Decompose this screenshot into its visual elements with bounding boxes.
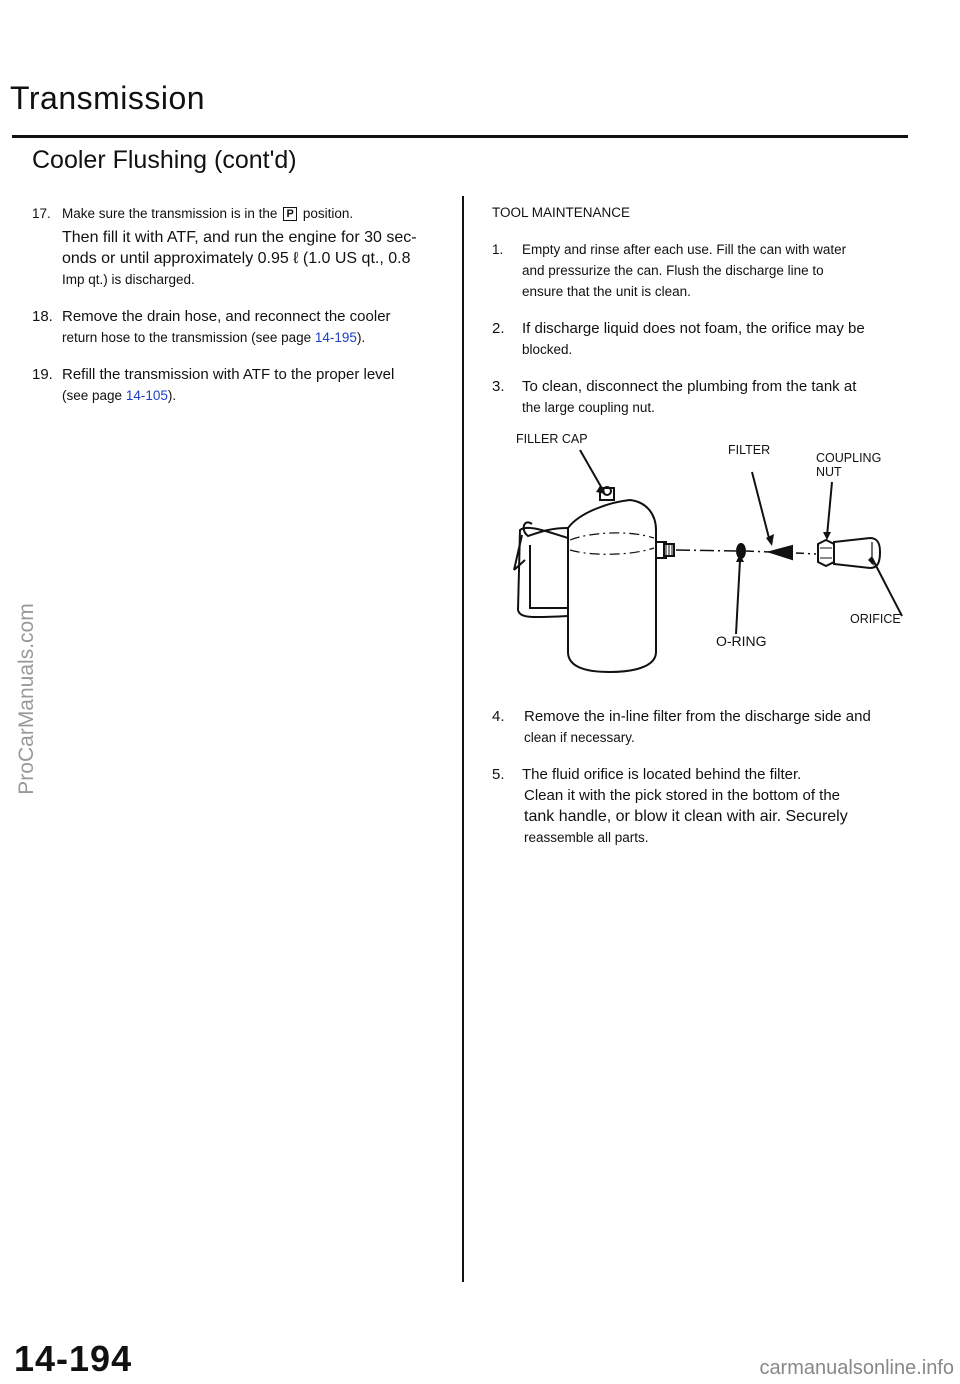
tank-body xyxy=(568,500,656,672)
coupling-nut xyxy=(818,540,834,566)
tank-handle xyxy=(518,528,568,617)
in-line-filter xyxy=(770,546,792,559)
tool-step-5: 5. The fluid orifice is located behind the filter. Clean it with the pick stored in the bottom of the tank handle, or blow it clean with air. Securely reassemble all parts. xyxy=(492,766,848,845)
right-column-top xyxy=(492,202,902,418)
step-18: 18. Remove the drain hose, and reconnect the cooler return hose to the transmission (see page 14-195). xyxy=(32,308,391,345)
page-number: 14-194 xyxy=(14,1338,133,1379)
left-column xyxy=(32,203,442,406)
label-filler-cap: FILLER CAP xyxy=(516,432,588,446)
label-filter: FILTER xyxy=(728,443,771,457)
side-watermark: ProCarManuals.com xyxy=(15,603,38,795)
page-link-14-195[interactable]: 14-195 xyxy=(314,330,357,345)
section-subtitle: Cooler Flushing (cont'd) xyxy=(32,146,297,174)
tool-step-1: 1. Empty and rinse after each use. Fill the can with water and pressurize the can. Flush the discharge line to ensure that the unit is clean. xyxy=(492,242,847,299)
footer-watermark: carmanualsonline.info xyxy=(759,1357,954,1379)
tool-step-2: 2. If discharge liquid does not foam, the orifice may be blocked. xyxy=(492,320,865,357)
o-ring xyxy=(737,544,745,558)
page-link-14-105[interactable]: 14-105 xyxy=(125,388,168,403)
tool-step-4: 4. Remove the in-line filter from the discharge side and clean if necessary. xyxy=(492,708,871,745)
column-divider xyxy=(462,196,464,1282)
title-rule xyxy=(12,135,908,138)
step-19: 19. Refill the transmission with ATF to the proper level (see page 14-105). xyxy=(32,366,395,403)
label-orifice: ORIFICE xyxy=(850,612,901,626)
right-column-bottom xyxy=(492,706,902,848)
flush-tool-diagram xyxy=(470,420,910,690)
tool-step-3: 3. To clean, disconnect the plumbing from the tank at the large coupling nut. xyxy=(492,378,857,415)
step-17: 17. Make sure the transmission is in the P position. Then fill it with ATF, and run the engine for 30 sec- onds or until approximately 0.95 ℓ (1.0 US qt., 0.8 Imp qt.) is discharged. xyxy=(32,206,417,287)
label-coupling-nut: COUPLING NUT xyxy=(816,451,882,479)
park-position-icon: P xyxy=(283,207,297,221)
label-o-ring: O-RING xyxy=(716,633,767,649)
tool-maintenance-heading: TOOL MAINTENANCE xyxy=(492,205,631,220)
page-title: Transmission xyxy=(10,80,206,116)
